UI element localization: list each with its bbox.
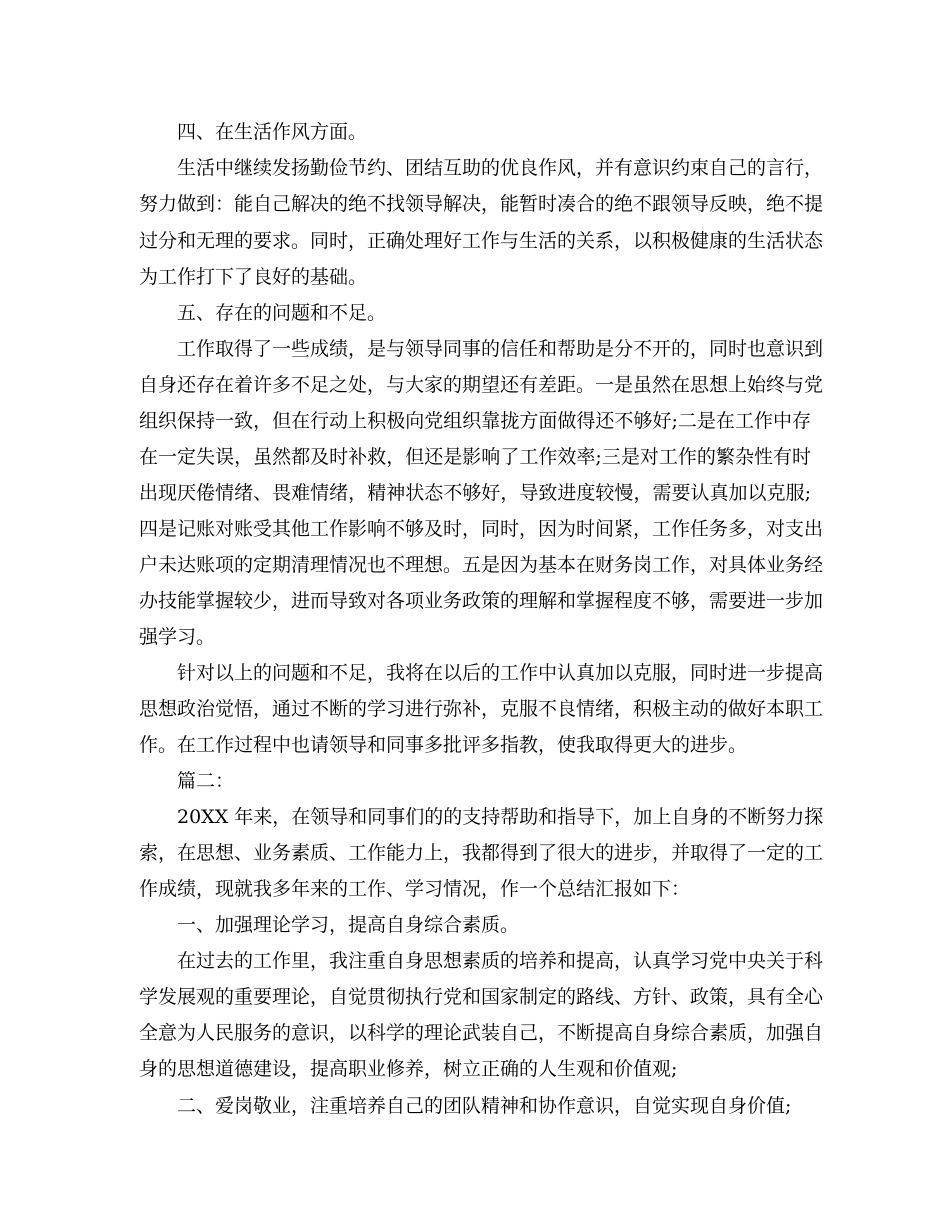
paragraph-line: 索，在思想、业务素质、工作能力上，我都得到了很大的进步，并取得了一定的工 <box>139 842 824 864</box>
heading-item-1: 一、加强理论学习，提高自身综合素质。 <box>177 914 520 936</box>
paragraph-line: 全意为人民服务的意识，以科学的理论武装自己，不断提高自身综合素质，加强自 <box>139 1022 824 1044</box>
paragraph-line: 在过去的工作里，我注重自身思想素质的培养和提高，认真学习党中央关于科 <box>177 950 824 972</box>
paragraph-line: 身的思想道德建设，提高职业修养，树立正确的人生观和价值观; <box>139 1058 678 1080</box>
paragraph-line: 针对以上的问题和不足，我将在以后的工作中认真加以克服，同时进一步提高 <box>177 662 824 684</box>
paragraph-line: 在一定失误，虽然都及时补救，但还是影响了工作效率;三是对工作的繁杂性有时 <box>139 446 811 468</box>
paragraph-line: 作。在工作过程中也请领导和同事多批评多指教，使我取得更大的进步。 <box>139 734 748 756</box>
paragraph-line: 自身还存在着许多不足之处，与大家的期望还有差距。一是虽然在思想上始终与党 <box>139 374 824 396</box>
paragraph-line: 学发展观的重要理论，自觉贯彻执行党和国家制定的路线、方针、政策，具有全心 <box>139 986 824 1008</box>
paragraph-line: 20XX 年来，在领导和同事们的的支持帮助和指导下，加上自身的不断努力探 <box>177 806 824 828</box>
paragraph-line: 过分和无理的要求。同时，正确处理好工作与生活的关系，以积极健康的生活状态 <box>139 230 824 252</box>
paragraph-line: 思想政治觉悟，通过不断的学习进行弥补，克服不良情绪，积极主动的做好本职工 <box>139 698 824 720</box>
paragraph-line: 办技能掌握较少，进而导致对各项业务政策的理解和掌握程度不够，需要进一步加 <box>139 590 824 612</box>
paragraph-line: 作成绩，现就我多年来的工作、学习情况，作一个总结汇报如下： <box>139 878 691 900</box>
paragraph-line: 出现厌倦情绪、畏难情绪，精神状态不够好，导致进度较慢，需要认真加以克服; <box>139 482 811 504</box>
heading-section-5: 五、存在的问题和不足。 <box>177 302 387 324</box>
heading-section-4: 四、在生活作风方面。 <box>177 121 368 143</box>
paragraph-line: 生活中继续发扬勤俭节约、团结互助的优良作风，并有意识约束自己的言行， <box>177 157 824 179</box>
paragraph-line: 为工作打下了良好的基础。 <box>139 266 368 288</box>
paragraph-line: 组织保持一致，但在行动上积极向党组织靠拢方面做得还不够好;二是在工作中存 <box>139 410 811 432</box>
paragraph-line: 强学习。 <box>139 626 216 648</box>
paragraph-line: 努力做到：能自己解决的绝不找领导解决，能暂时凑合的绝不跟领导反映，绝不提 <box>139 193 824 215</box>
paragraph-line: 户未达账项的定期清理情况也不理想。五是因为基本在财务岗工作，对具体业务经 <box>139 554 824 576</box>
heading-part-2: 篇二： <box>177 770 235 792</box>
paragraph-line: 四是记账对账受其他工作影响不够及时，同时，因为时间紧，工作任务多，对支出 <box>139 518 824 540</box>
paragraph-line: 工作取得了一些成绩，是与领导同事的信任和帮助是分不开的，同时也意识到 <box>177 338 824 360</box>
heading-item-2: 二、爱岗敬业，注重培养自己的团队精神和协作意识，自觉实现自身价值; <box>177 1095 792 1117</box>
